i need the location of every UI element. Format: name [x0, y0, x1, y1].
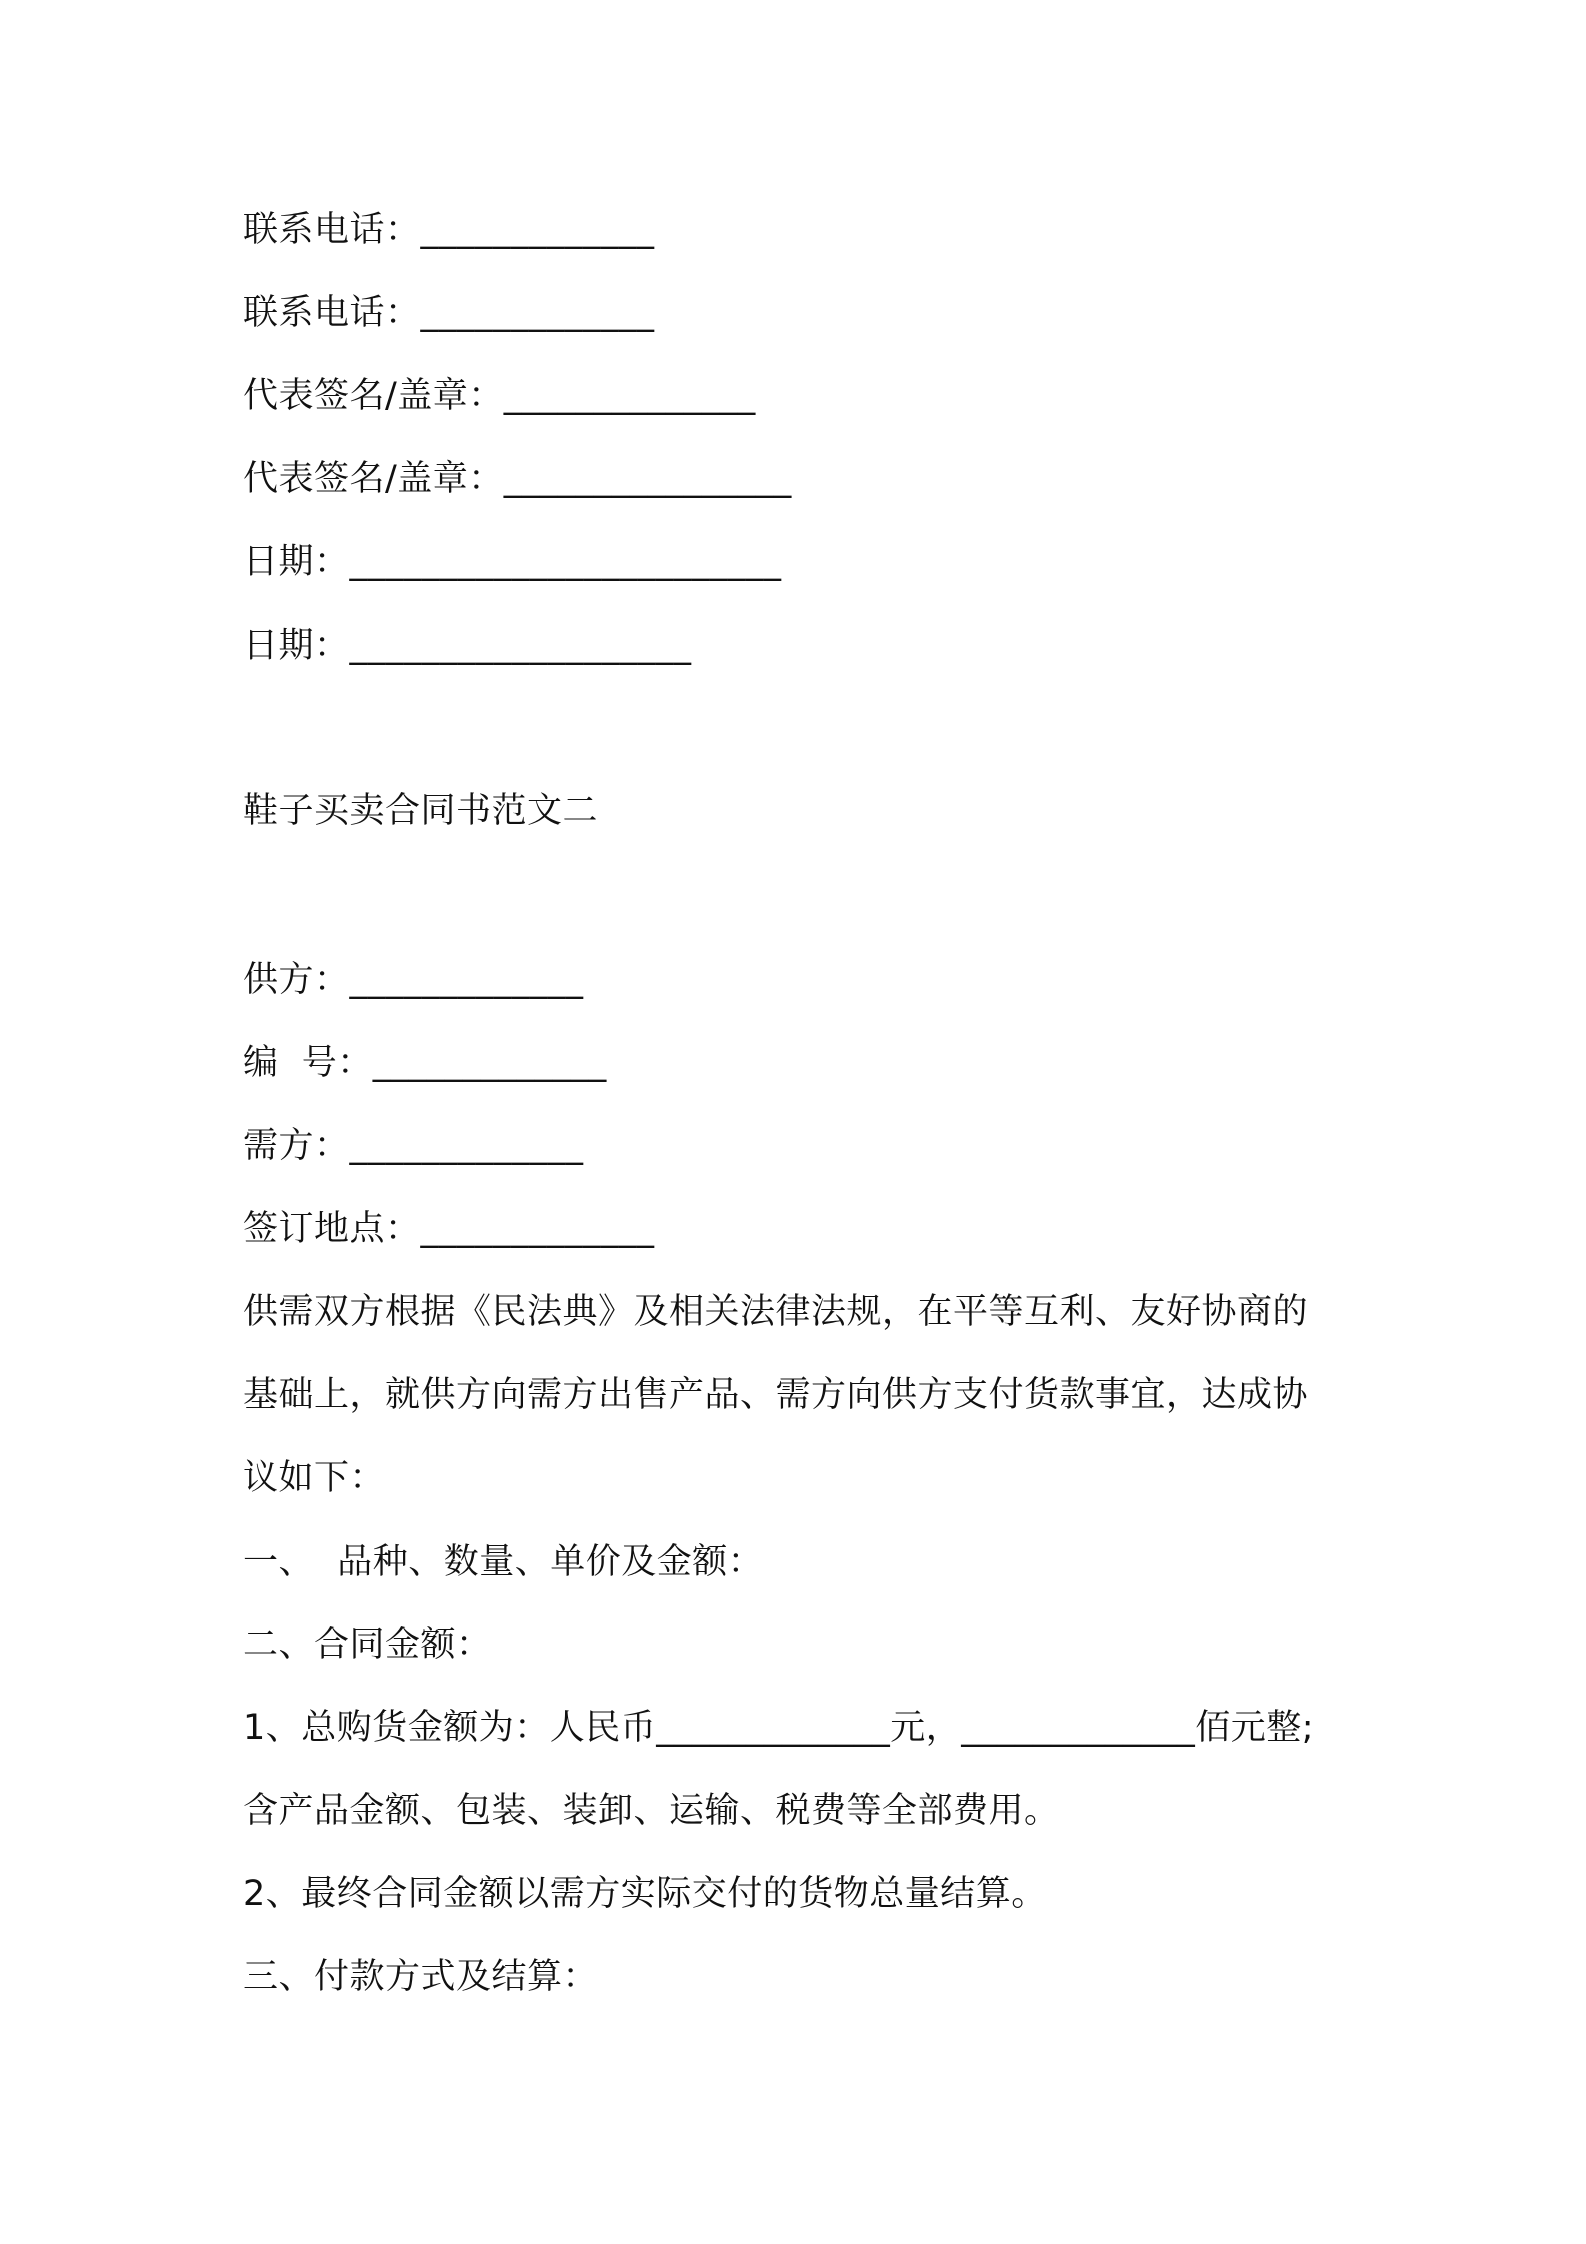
supplier-field: 供方：_____________: [243, 960, 584, 1000]
buyer-field: 需方：_____________: [243, 1126, 584, 1166]
clause-3-heading: 三、付款方式及结算：: [243, 1957, 599, 1997]
contact-phone-line-1: 联系电话：_____________: [243, 210, 655, 250]
signing-place-field: 签订地点：_____________: [243, 1209, 655, 1249]
preamble-line-3: 议如下：: [243, 1458, 386, 1498]
representative-signature-line-1: 代表签名/盖章：______________: [243, 376, 756, 416]
contract-number-field: 编 号：_____________: [243, 1043, 607, 1083]
clause-2-item-1-line-1: 1、总购货金额为：人民币_____________元，_____________佰元整;: [243, 1708, 1315, 1748]
clause-2-item-2: 2、最终合同金额以需方实际交付的货物总量结算。: [243, 1874, 1047, 1914]
representative-signature-line-2: 代表签名/盖章：________________: [243, 459, 792, 499]
date-line-2: 日期：___________________: [243, 626, 692, 666]
contact-phone-line-2: 联系电话：_____________: [243, 293, 655, 333]
date-line-1: 日期：________________________: [243, 542, 782, 582]
preamble-line-2: 基础上，就供方向需方出售产品、需方向供方支付货款事宜，达成协: [243, 1375, 1309, 1415]
clause-1-heading: 一、 品种、数量、单价及金额：: [243, 1542, 764, 1582]
clause-2-heading: 二、合同金额：: [243, 1625, 492, 1665]
clause-2-item-1-line-2: 含产品金额、包装、装卸、运输、税费等全部费用。: [243, 1791, 1060, 1831]
section-title: 鞋子买卖合同书范文二: [243, 791, 599, 831]
preamble-line-1: 供需双方根据《民法典》及相关法律法规，在平等互利、友好协商的: [243, 1292, 1309, 1332]
